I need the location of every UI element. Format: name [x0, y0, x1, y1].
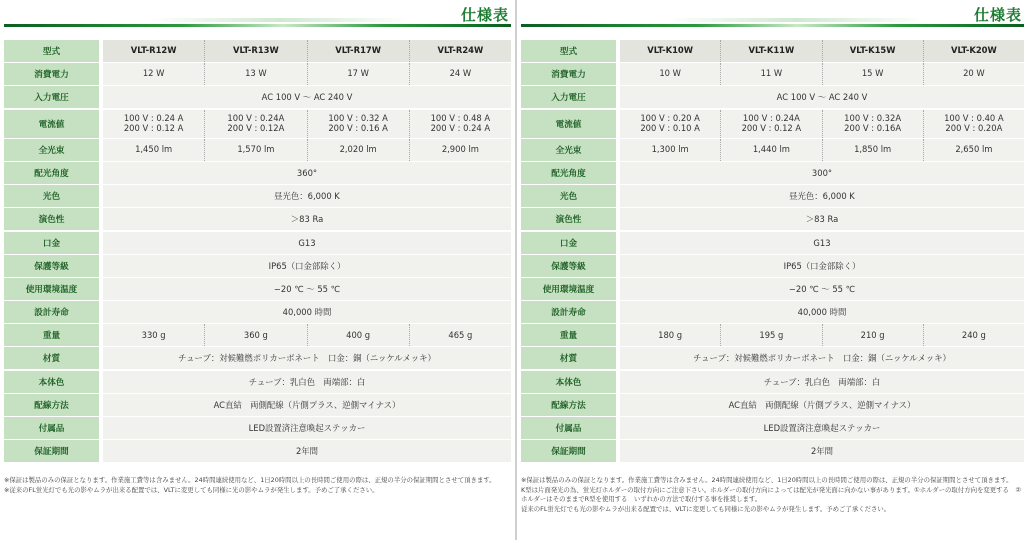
row-flux — [4, 139, 511, 161]
row-label: 保護等級 — [521, 255, 616, 277]
value-cell: 210 g — [822, 324, 923, 346]
model-cell: VLT-R13W — [204, 40, 306, 62]
row-material — [4, 347, 511, 369]
row-label: 本体色 — [4, 371, 99, 393]
value-span: 40,000 時間 — [797, 307, 847, 318]
value-span: AC 100 V ～ AC 240 V — [776, 92, 868, 103]
spec-table — [521, 40, 1024, 463]
current-100v: 100 V : 0.20 A — [640, 113, 700, 124]
value-cell: 17 W — [307, 63, 409, 85]
spec-panel-k — [517, 0, 1028, 540]
value-span: −20 ℃ ～ 55 ℃ — [788, 283, 856, 294]
row-base — [521, 232, 1024, 254]
row-angle — [4, 162, 511, 184]
row-flux — [521, 139, 1024, 161]
value-cell: 11 W — [720, 63, 821, 85]
value-span: ＞83 Ra — [805, 214, 839, 225]
model-cell: VLT-R24W — [409, 40, 511, 62]
row-body-color — [521, 371, 1024, 393]
value-cell: 2,020 lm — [307, 139, 409, 161]
row-label: 電流値 — [521, 110, 616, 138]
row-weight — [521, 324, 1024, 346]
row-label: 重量 — [4, 324, 99, 346]
row-label: 消費電力 — [521, 63, 616, 85]
value-cell — [409, 110, 511, 138]
value-cell — [103, 110, 204, 138]
row-body-color — [4, 371, 511, 393]
footnote: 従来のFL蛍光灯でも光の影やムラが出来る配置では、VLTに変更しても同様に光の影やムラが発生します。予めご了承ください。 — [521, 504, 891, 513]
value-span: 300° — [811, 167, 833, 178]
row-ip — [4, 255, 511, 277]
value-cell: 1,570 lm — [204, 139, 306, 161]
value-cell: 2,650 lm — [923, 139, 1024, 161]
row-cri — [4, 208, 511, 230]
value-cell — [307, 110, 409, 138]
value-cell: 240 g — [923, 324, 1024, 346]
value-cell: 360 g — [204, 324, 306, 346]
value-cell: 2,900 lm — [409, 139, 511, 161]
value-cell: 195 g — [720, 324, 821, 346]
row-color — [4, 185, 511, 207]
row-angle — [521, 162, 1024, 184]
row-base — [4, 232, 511, 254]
value-span: LED設置済注意喚起ステッカー — [248, 423, 366, 433]
row-model — [521, 40, 1024, 62]
value-span: AC 100 V ～ AC 240 V — [261, 92, 353, 103]
model-cell: VLT-K15W — [822, 40, 923, 62]
current-100v: 100 V : 0.24 A — [123, 113, 184, 124]
current-200v: 200 V : 0.12 A — [741, 122, 802, 133]
row-label: 口金 — [521, 232, 616, 254]
row-label: 配線方法 — [521, 394, 616, 416]
panel-title: 仕様表 — [973, 6, 1022, 24]
row-label: 光色 — [4, 185, 99, 207]
value-span: 360° — [296, 167, 318, 178]
title-rule — [521, 24, 1024, 27]
value-cell: 12 W — [142, 68, 165, 79]
current-200v: 200 V : 0.24 A — [430, 122, 491, 133]
value-cell: 1,440 lm — [720, 139, 821, 161]
row-label: 設計寿命 — [521, 301, 616, 323]
value-span: 昼光色：6,000 K — [789, 191, 855, 202]
value-cell — [620, 110, 720, 138]
value-cell: 465 g — [409, 324, 511, 346]
row-wiring — [521, 394, 1024, 416]
row-wiring — [4, 394, 511, 416]
row-life — [521, 301, 1024, 323]
footnote: ※保証は製品のみの保証となります。作業施工費等は含みません。24時間連続使用など、1日20時間以上の長時間ご使用の際は、正規の半分の保証期間とさせて頂きます。 — [4, 476, 496, 484]
current-100v: 100 V : 0.32 A — [328, 113, 388, 124]
row-label: 電流値 — [4, 110, 99, 138]
row-label: 保証期間 — [521, 440, 616, 462]
value-cell: 10 W — [659, 68, 681, 79]
value-cell: 15 W — [822, 63, 923, 85]
current-200v: 200 V : 0.16 A — [328, 122, 388, 133]
value-cell: 13 W — [204, 63, 306, 85]
row-label: 型式 — [521, 40, 616, 62]
value-span: 2年間 — [295, 446, 319, 457]
row-label: 型式 — [4, 40, 99, 62]
row-label: 保証期間 — [4, 440, 99, 462]
row-voltage — [521, 86, 1024, 108]
row-label: 保護等級 — [4, 255, 99, 277]
value-cell — [204, 110, 306, 138]
model-cell: VLT-K10W — [647, 45, 694, 56]
value-cell — [822, 110, 923, 138]
row-current — [4, 110, 511, 138]
value-span: チューブ：対候難燃ポリカーボネート 口金：銅（ニッケルメッキ） — [178, 353, 436, 364]
current-100v: 100 V : 0.48 A — [430, 113, 491, 124]
value-cell — [923, 110, 1024, 138]
value-span: チューブ：乳白色 両端部：白 — [763, 376, 881, 387]
row-label: 消費電力 — [4, 63, 99, 85]
row-label: 使用環境温度 — [521, 278, 616, 300]
value-cell: 400 g — [307, 324, 409, 346]
current-100v: 100 V : 0.24A — [227, 113, 285, 124]
value-cell: 180 g — [658, 329, 683, 340]
value-cell: 20 W — [923, 63, 1024, 85]
current-200v: 200 V : 0.12A — [227, 122, 285, 133]
value-span: G13 — [813, 237, 831, 248]
model-cell: VLT-R17W — [307, 40, 409, 62]
row-voltage — [4, 86, 511, 108]
value-span: 昼光色：6,000 K — [274, 191, 340, 202]
panel-title: 仕様表 — [460, 6, 509, 24]
row-power — [521, 63, 1024, 85]
value-cell: 1,300 lm — [651, 144, 689, 155]
row-accessory — [521, 417, 1024, 439]
row-current — [521, 110, 1024, 138]
model-cell: VLT-K20W — [923, 40, 1024, 62]
row-label: 使用環境温度 — [4, 278, 99, 300]
value-cell — [720, 110, 821, 138]
current-100v: 100 V : 0.40 A — [944, 113, 1004, 124]
row-label: 配光角度 — [521, 162, 616, 184]
value-span: 2年間 — [810, 446, 834, 457]
current-100v: 100 V : 0.24A — [742, 113, 800, 124]
value-span: IP65（口金部除く） — [268, 260, 346, 271]
row-weight — [4, 324, 511, 346]
value-span: −20 ℃ ～ 55 ℃ — [273, 283, 341, 294]
row-label: 演色性 — [4, 208, 99, 230]
row-label: 付属品 — [521, 417, 616, 439]
value-span: ＞83 Ra — [290, 214, 324, 225]
title-rule — [4, 24, 511, 27]
row-temp — [4, 278, 511, 300]
row-model — [4, 40, 511, 62]
header-decoration — [667, 18, 927, 22]
row-temp — [521, 278, 1024, 300]
row-label: 付属品 — [4, 417, 99, 439]
row-label: 演色性 — [521, 208, 616, 230]
value-cell: 330 g — [141, 329, 166, 340]
row-ip — [521, 255, 1024, 277]
row-label: 入力電圧 — [521, 86, 616, 108]
current-200v: 200 V : 0.16A — [844, 122, 902, 133]
row-label: 配線方法 — [4, 394, 99, 416]
row-warranty — [4, 440, 511, 462]
row-label: 入力電圧 — [4, 86, 99, 108]
row-label: 配光角度 — [4, 162, 99, 184]
value-span: 40,000 時間 — [282, 307, 332, 318]
row-color — [521, 185, 1024, 207]
footnotes — [521, 476, 1024, 514]
row-label: 材質 — [4, 347, 99, 369]
row-label: 全光束 — [521, 139, 616, 161]
row-label: 本体色 — [521, 371, 616, 393]
model-cell: VLT-R12W — [130, 45, 177, 56]
value-span: IP65（口金部除く） — [783, 260, 861, 271]
value-span: チューブ：対候難燃ポリカーボネート 口金：銅（ニッケルメッキ） — [693, 353, 951, 364]
row-life — [4, 301, 511, 323]
row-label: 口金 — [4, 232, 99, 254]
footnote: ※保証は製品のみの保証となります。作業施工費等は含みません。24時間連続使用など、1日20時間以上の長時間ご使用の際は、正規の半分の保証期間とさせて頂きます。 — [521, 476, 1013, 484]
footnote: K型は片面発光の為、蛍光灯ホルダーの取付方向にご注意下さい。ホルダーの取付方向によっては配光が発光面に向かない事があります。①ホルダーの取付方向を変更する ②ホルダーはそのままでR型を使用する いずれかの方法で取付する事を推奨します。 — [521, 485, 1022, 504]
row-cri — [521, 208, 1024, 230]
value-cell: 24 W — [409, 63, 511, 85]
current-100v: 100 V : 0.32A — [844, 113, 902, 124]
current-200v: 200 V : 0.12 A — [123, 122, 184, 133]
current-200v: 200 V : 0.10 A — [640, 122, 700, 133]
header-decoration — [150, 18, 410, 22]
value-span: AC直結 両側配線（片側プラス、逆側マイナス） — [213, 399, 401, 410]
value-cell: 1,850 lm — [822, 139, 923, 161]
value-span: LED設置済注意喚起ステッカー — [763, 423, 881, 433]
value-span: チューブ：乳白色 両端部：白 — [248, 376, 366, 387]
value-span: AC直結 両側配線（片側プラス、逆側マイナス） — [728, 399, 916, 410]
row-label: 材質 — [521, 347, 616, 369]
current-200v: 200 V : 0.20A — [945, 122, 1003, 133]
spec-table — [4, 40, 511, 463]
row-label: 設計寿命 — [4, 301, 99, 323]
footnote: ※従来のFL蛍光灯でも光の影やムラが出来る配置では、VLTに変更しても同様に光の影やムラが発生します。予めご了承ください。 — [4, 485, 379, 494]
row-warranty — [521, 440, 1024, 462]
model-cell: VLT-K11W — [720, 40, 821, 62]
row-power — [4, 63, 511, 85]
row-label: 全光束 — [4, 139, 99, 161]
row-accessory — [4, 417, 511, 439]
row-label: 光色 — [521, 185, 616, 207]
value-span: G13 — [298, 237, 316, 248]
footnotes — [4, 476, 511, 495]
value-cell: 1,450 lm — [135, 144, 173, 155]
row-material — [521, 347, 1024, 369]
row-label: 重量 — [521, 324, 616, 346]
